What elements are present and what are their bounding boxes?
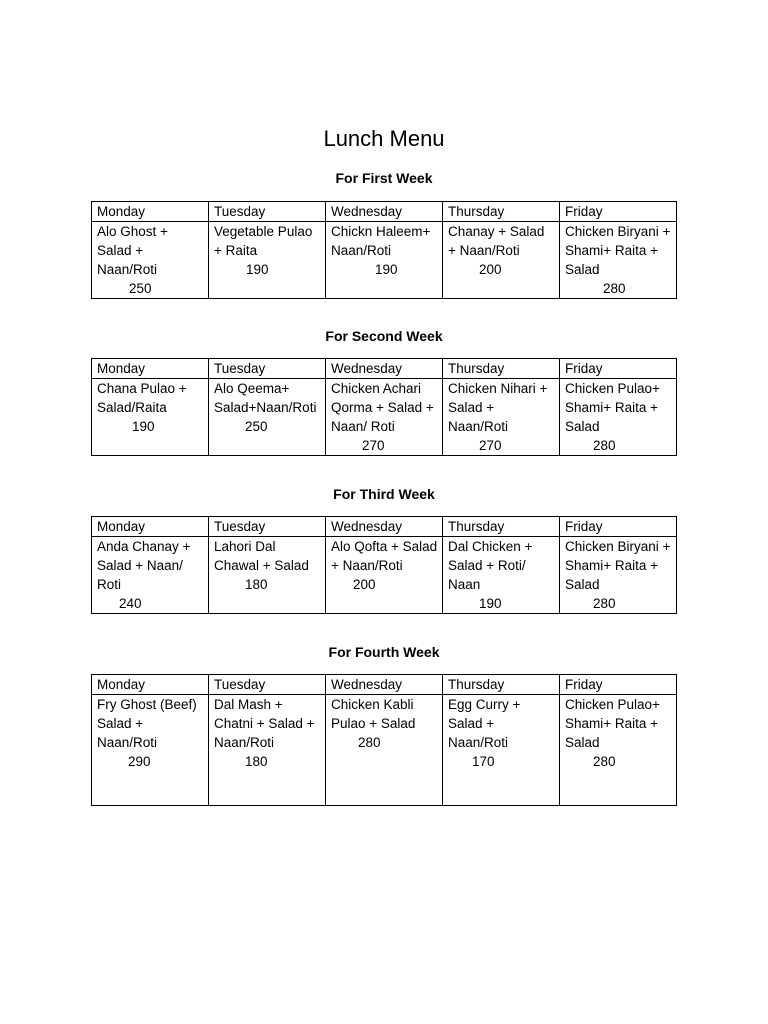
menu-cell xyxy=(560,537,677,614)
dish-text: Chanay + Salad + Naan/Roti xyxy=(448,224,545,258)
dish-text: Chicken Biryani + Shami+ Raita + Salad xyxy=(565,539,671,592)
table-header-row xyxy=(92,517,677,537)
dish-text: Chicken Achari Qorma + Salad + Naan/ Roti xyxy=(331,381,434,434)
table-row xyxy=(92,695,677,806)
day-header: Wednesday xyxy=(326,675,443,695)
day-header: Tuesday xyxy=(209,517,326,537)
price-text: 190 xyxy=(479,596,502,611)
day-header: Monday xyxy=(92,359,209,379)
table-header-row xyxy=(92,202,677,222)
price-text: 280 xyxy=(593,438,616,453)
day-header: Tuesday xyxy=(209,675,326,695)
day-header: Wednesday xyxy=(326,517,443,537)
day-header: Monday xyxy=(92,517,209,537)
menu-cell xyxy=(326,695,443,806)
day-header: Monday xyxy=(92,675,209,695)
price-text: 180 xyxy=(245,577,268,592)
price-text: 200 xyxy=(479,262,502,277)
dish-text: Alo Qofta + Salad + Naan/Roti xyxy=(331,539,438,573)
menu-cell xyxy=(92,222,209,299)
dish-text: Dal Chicken + Salad + Roti/ Naan xyxy=(448,539,533,592)
dish-text: Chicken Pulao+ Shami+ Raita + Salad xyxy=(565,697,660,750)
menu-cell xyxy=(443,222,560,299)
price-text: 280 xyxy=(593,754,616,769)
day-header: Tuesday xyxy=(209,359,326,379)
menu-cell xyxy=(92,537,209,614)
dish-text: Dal Mash + Chatni + Salad + Naan/Roti xyxy=(214,697,315,750)
day-header: Monday xyxy=(92,202,209,222)
price-text: 240 xyxy=(119,596,142,611)
table-row xyxy=(92,222,677,299)
table-header-row xyxy=(92,359,677,379)
price-text: 270 xyxy=(479,438,502,453)
menu-table xyxy=(91,201,677,299)
dish-text: Alo Ghost + Salad + Naan/Roti xyxy=(97,224,168,277)
table-row xyxy=(92,537,677,614)
menu-table xyxy=(91,674,677,806)
price-text: 190 xyxy=(132,419,155,434)
week-title: For First Week xyxy=(335,170,433,186)
dish-text: Lahori Dal Chawal + Salad xyxy=(214,539,309,573)
menu-cell xyxy=(326,379,443,456)
price-text: 170 xyxy=(472,754,495,769)
menu-cell xyxy=(92,695,209,806)
dish-text: Chicken Pulao+ Shami+ Raita + Salad xyxy=(565,381,660,434)
menu-cell xyxy=(443,379,560,456)
menu-table xyxy=(91,516,677,614)
day-header: Tuesday xyxy=(209,202,326,222)
day-header: Wednesday xyxy=(326,202,443,222)
menu-table xyxy=(91,358,677,456)
table-row xyxy=(92,379,677,456)
price-text: 290 xyxy=(128,754,151,769)
price-text: 280 xyxy=(603,281,626,296)
dish-text: Chicken Biryani + Shami+ Raita + Salad xyxy=(565,224,671,277)
price-text: 190 xyxy=(375,262,398,277)
price-text: 250 xyxy=(245,419,268,434)
price-text: 180 xyxy=(245,754,268,769)
week-title: For Third Week xyxy=(333,486,435,502)
menu-cell xyxy=(560,222,677,299)
day-header: Friday xyxy=(560,359,677,379)
menu-cell xyxy=(209,537,326,614)
price-text: 280 xyxy=(593,596,616,611)
day-header: Thursday xyxy=(443,202,560,222)
menu-cell xyxy=(326,222,443,299)
menu-cell xyxy=(209,222,326,299)
dish-text: Chana Pulao + Salad/Raita xyxy=(97,381,187,415)
day-header: Thursday xyxy=(443,517,560,537)
menu-cell xyxy=(560,695,677,806)
dish-text: Fry Ghost (Beef) Salad + Naan/Roti xyxy=(97,697,197,750)
dish-text: Vegetable Pulao + Raita xyxy=(214,224,313,258)
week-title: For Fourth Week xyxy=(328,644,440,660)
day-header: Thursday xyxy=(443,675,560,695)
day-header: Friday xyxy=(560,202,677,222)
day-header: Thursday xyxy=(443,359,560,379)
menu-cell xyxy=(209,379,326,456)
dish-text: Chicken Nihari + Salad + Naan/Roti xyxy=(448,381,548,434)
menu-cell xyxy=(560,379,677,456)
price-text: 270 xyxy=(362,438,385,453)
menu-cell xyxy=(443,695,560,806)
menu-cell xyxy=(326,537,443,614)
price-text: 190 xyxy=(246,262,269,277)
day-header: Friday xyxy=(560,517,677,537)
dish-text: Chickn Haleem+ Naan/Roti xyxy=(331,224,431,258)
price-text: 280 xyxy=(358,735,381,750)
dish-text: Chicken Kabli Pulao + Salad xyxy=(331,697,416,731)
menu-cell xyxy=(92,379,209,456)
table-header-row xyxy=(92,675,677,695)
price-text: 200 xyxy=(353,577,376,592)
dish-text: Egg Curry + Salad + Naan/Roti xyxy=(448,697,521,750)
price-text: 250 xyxy=(129,281,152,296)
day-header: Friday xyxy=(560,675,677,695)
menu-cell xyxy=(209,695,326,806)
page-title: Lunch Menu xyxy=(323,126,445,151)
day-header: Wednesday xyxy=(326,359,443,379)
dish-text: Alo Qeema+ Salad+Naan/Roti xyxy=(214,381,317,415)
week-title: For Second Week xyxy=(325,328,443,344)
menu-cell xyxy=(443,537,560,614)
dish-text: Anda Chanay + Salad + Naan/ Roti xyxy=(97,539,191,592)
